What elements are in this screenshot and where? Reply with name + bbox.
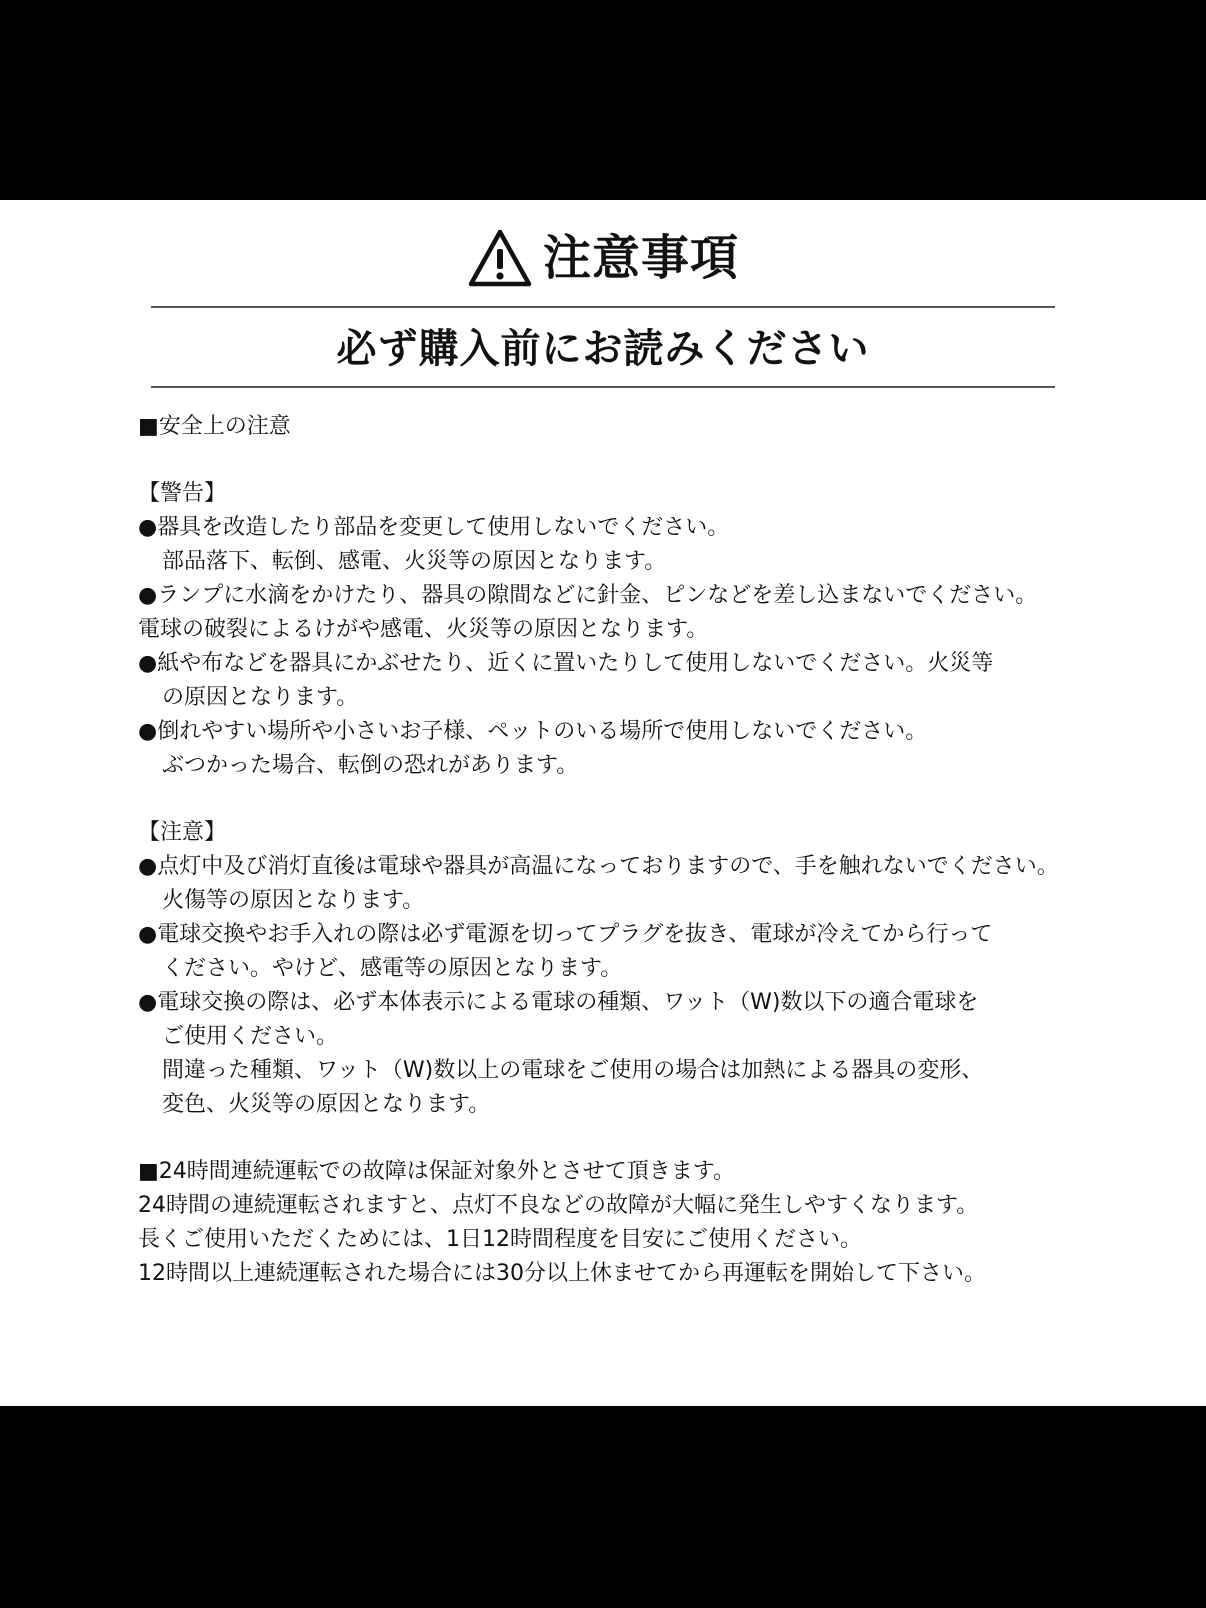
caution-line: 火傷等の原因となります。	[162, 888, 425, 913]
divider-top	[151, 306, 1055, 308]
operation-line: 24時間の連続運転されますと、点灯不良などの故障が大幅に発生しやすくなります。	[138, 1193, 979, 1218]
warning-label: 【警告】	[138, 481, 227, 506]
spacer	[138, 1122, 1078, 1155]
caution-line: ご使用ください。	[162, 1024, 339, 1049]
warning-line: の原因となります。	[162, 685, 359, 710]
warning-line: ●倒れやすい場所や小さいお子様、ペットのいる場所で使用しないでください。	[138, 719, 928, 744]
caution-line: 変色、火災等の原因となります。	[162, 1092, 491, 1117]
warning-line: 部品落下、転倒、感電、火災等の原因となります。	[162, 549, 667, 574]
caution-line: 間違った種類、ワット（W)数以上の電球をご使用の場合は加熱による器具の変形、	[162, 1058, 984, 1083]
caution-label: 【注意】	[138, 820, 227, 845]
notice-sheet	[0, 200, 1206, 1406]
warning-line: 電球の破裂によるけがや感電、火災等の原因となります。	[138, 617, 709, 642]
safety-heading: ■安全上の注意	[138, 414, 291, 439]
spacer	[138, 783, 1078, 816]
warning-line: ●ランプに水滴をかけたり、器具の隙間などに針金、ピンなどを差し込まないでください。	[138, 583, 1038, 608]
spacer	[138, 444, 1078, 477]
operation-line: 12時間以上連続運転された場合には30分以上休ませてから再運転を開始して下さい。	[138, 1261, 986, 1286]
warning-line: ●紙や布などを器具にかぶせたり、近くに置いたりして使用しないでください。火災等	[138, 651, 994, 676]
caution-line: ください。やけど、感電等の原因となります。	[162, 956, 623, 981]
caution-line: ●点灯中及び消灯直後は電球や器具が高温になっておりますので、手を触れないでください。	[138, 854, 1059, 879]
caution-line: ●電球交換やお手入れの際は必ず電源を切ってプラグを抜き、電球が冷えてから行って	[138, 922, 993, 947]
divider-bottom	[151, 386, 1055, 388]
title-row	[0, 224, 1206, 292]
warning-line: ぶつかった場合、転倒の恐れがあります。	[162, 753, 579, 778]
operation-line: 長くご使用いただくためには、1日12時間程度を目安にご使用ください。	[138, 1227, 862, 1252]
page-title: 注意事項	[542, 230, 739, 286]
caution-line: ●電球交換の際は、必ず本体表示による電球の種類、ワット（W)数以下の適合電球を	[138, 990, 979, 1015]
subtitle: 必ず購入前にお読みください	[336, 326, 870, 372]
warning-line: ●器具を改造したり部品を変更して使用しないでください。	[138, 515, 730, 540]
warning-triangle-icon	[467, 227, 533, 289]
operation-heading: ■24時間連続運転での故障は保証対象外とさせて頂きます。	[138, 1159, 736, 1184]
notice-body	[138, 410, 1078, 1291]
